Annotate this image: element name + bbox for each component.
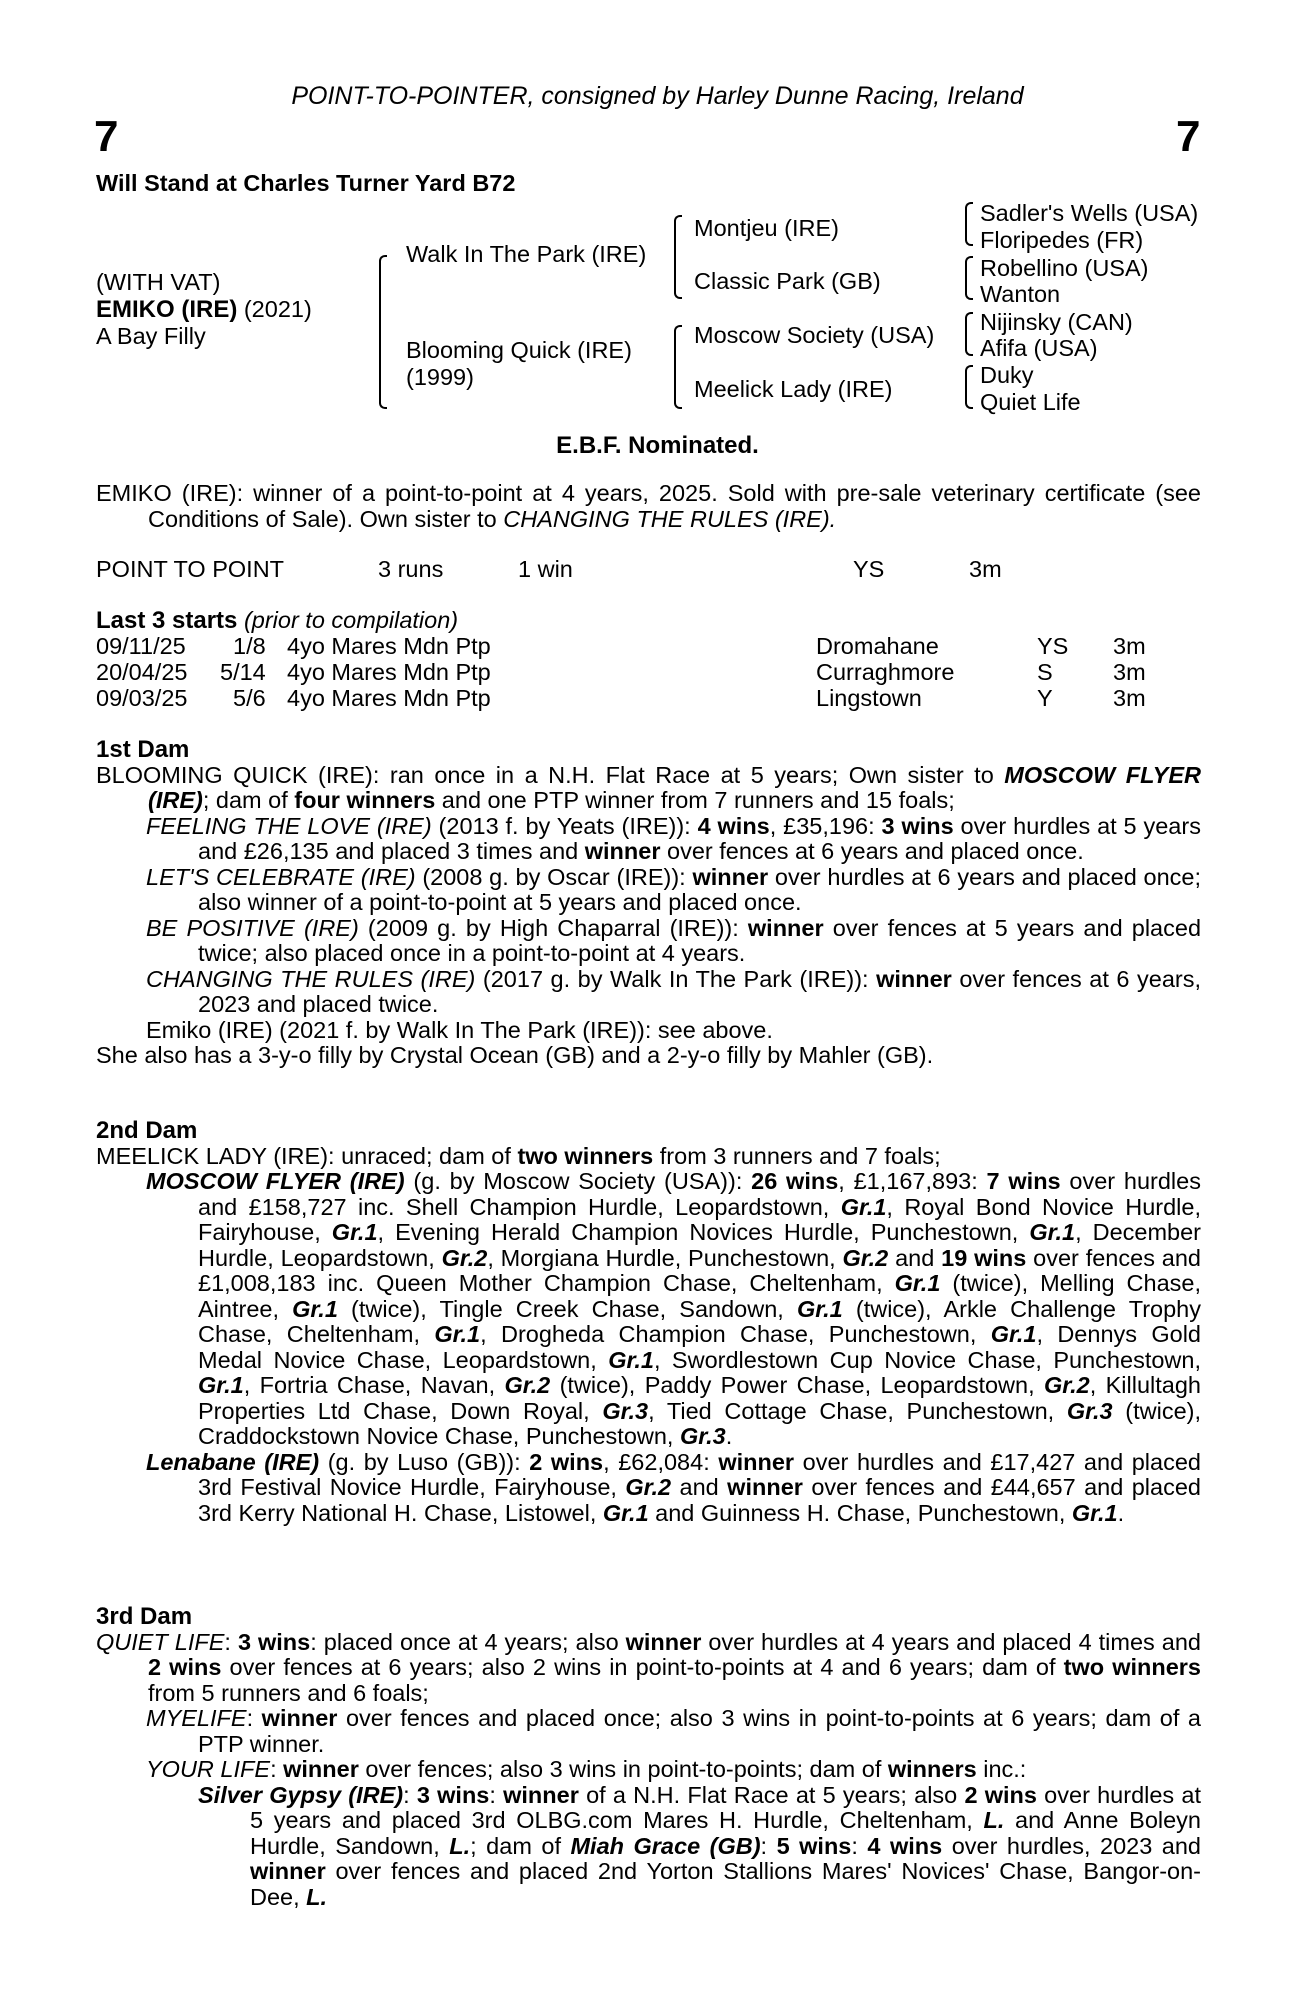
last-starts-note: (prior to compilation) [243, 607, 459, 633]
third-dam-p1 [96, 1630, 1201, 1707]
pedigree-sds: Robellino (USA) [980, 255, 1149, 281]
text-segment: : [760, 1832, 777, 1859]
text-segment: : [224, 1628, 238, 1655]
text-segment: Gr.1 [840, 1193, 887, 1220]
pedigree-brace-sire [674, 215, 682, 299]
text-segment: Gr.2 [1044, 1372, 1090, 1398]
text-segment: , Dennys Gold Medal Novice Chase, Leopardstown, [198, 1321, 1201, 1373]
t: BE POSITIVE (IRE) [146, 914, 359, 941]
text-segment: Gr.2 [441, 1244, 488, 1271]
t: two winners [517, 1142, 654, 1169]
intro-paragraph [96, 481, 1201, 532]
text-segment: , Royal Bond Novice Hurdle, Fairyhouse, [198, 1193, 1201, 1245]
t: MEELICK LADY (IRE): unraced; dam of [96, 1142, 518, 1169]
text-segment: Gr.1 [1071, 1499, 1118, 1526]
t: over fences at 6 years, 2023 and placed twice. [198, 965, 1202, 1017]
text-segment: L. [449, 1832, 471, 1859]
first-dam-p2 [96, 814, 1201, 865]
text-segment: Miah Grace (GB) [570, 1832, 761, 1859]
page-header: POINT-TO-POINTER, consigned by Harley Dunne Racing, Ireland [291, 82, 1024, 110]
text-segment: over hurdles at 4 years and placed 4 times and [701, 1628, 1201, 1655]
pedigree-ddd: Quiet Life [980, 389, 1081, 415]
text-segment: MYELIFE [146, 1705, 247, 1731]
start-position: 5/6 [233, 685, 266, 711]
text-segment: : [851, 1832, 868, 1859]
first-dam-p5 [96, 967, 1201, 1018]
text-segment: (g. by Luso (GB)): [319, 1448, 530, 1475]
ptp-distance: 3m [969, 556, 1002, 582]
text-segment: and Anne Boleyn Hurdle, Sandown, [250, 1807, 1201, 1859]
text-segment: over fences and £1,008,183 inc. Queen Mother Champion Chase, Cheltenham, [198, 1244, 1201, 1296]
pedigree-sire: Walk In The Park (IRE) [406, 241, 647, 267]
pedigree-dsd: Afifa (USA) [980, 335, 1098, 361]
last-starts-heading [96, 608, 458, 634]
pedigree-brace-main [379, 255, 387, 409]
first-dam-p1 [96, 763, 1201, 814]
t: over fences at 6 years and placed once. [660, 838, 1084, 864]
start-position: 1/8 [233, 633, 266, 659]
text-segment: : [246, 1705, 262, 1731]
text-segment: (twice), Tingle Creek Chase, Sandown, [337, 1295, 797, 1322]
text-segment: 2 wins [964, 1781, 1037, 1808]
text-segment: L. [983, 1807, 1005, 1833]
text-segment: winner [261, 1705, 338, 1731]
text-segment: . [1117, 1499, 1125, 1526]
text-segment: over hurdles and £158,727 inc. Shell Champion Hurdle, Leopardstown, [198, 1168, 1201, 1220]
text-segment: , Swordlestown Cup Novice Chase, Punchestown, [653, 1346, 1201, 1373]
text-segment: Gr.1 [434, 1321, 481, 1347]
text-segment: Gr.3 [680, 1423, 726, 1449]
text-segment: Gr.1 [198, 1372, 244, 1398]
t: FEELING THE LOVE (IRE) [146, 812, 432, 839]
pedigree-dam: Blooming Quick (IRE) [406, 337, 632, 363]
text-segment: Gr.3 [602, 1397, 649, 1424]
text-segment: : [489, 1781, 504, 1808]
pedigree-brace-dd [965, 365, 973, 409]
text-segment: Gr.1 [331, 1219, 378, 1245]
text-segment: 5 wins [776, 1832, 852, 1859]
t: MOSCOW FLYER (IRE) [148, 761, 1201, 813]
vat-note: (WITH VAT) [96, 269, 221, 295]
t: CHANGING THE RULES (IRE) [146, 965, 476, 992]
ptp-runs: 3 runs [378, 556, 444, 582]
text-segment: 7 wins [986, 1168, 1061, 1194]
text-segment: winner [727, 1474, 803, 1500]
text-segment: Lenabane (IRE) [146, 1448, 320, 1475]
pedigree-ssd: Floripedes (FR) [980, 227, 1144, 253]
text-segment: over hurdles at 5 years and placed 3rd OLBG.com Mares H. Hurdle, Cheltenham, [250, 1781, 1201, 1833]
pedigree-sss: Sadler's Wells (USA) [980, 200, 1199, 226]
start-date: 20/04/25 [96, 659, 188, 685]
text-segment: Gr.1 [990, 1321, 1037, 1347]
ptp-going: YS [853, 556, 885, 582]
ptp-label: POINT TO POINT [96, 556, 285, 582]
t: over fences at 5 years and placed twice; also placed once in a point-to-point at 4 years. [198, 914, 1202, 966]
first-dam-p3 [96, 865, 1201, 916]
text-segment: 4 wins [867, 1832, 943, 1859]
text-segment: over fences; also 3 wins in point-to-points; dam of [358, 1756, 888, 1782]
text-segment: (twice), Arkle Challenge Trophy Chase, Cheltenham, [198, 1295, 1201, 1347]
text-segment: 26 wins [751, 1168, 839, 1194]
text-segment: Gr.1 [602, 1499, 649, 1526]
text-segment: YOUR LIFE [146, 1756, 271, 1782]
start-distance: 3m [1113, 659, 1146, 685]
text-segment: and [888, 1244, 942, 1271]
first-dam-heading: 1st Dam [96, 736, 190, 763]
first-dam-p6: Emiko (IRE) (2021 f. by Walk In The Park (IRE)): see above. [146, 1016, 773, 1043]
second-dam-p1 [96, 1144, 1201, 1170]
text-segment: L. [306, 1883, 328, 1910]
t: , £35,196: [769, 812, 882, 839]
intro-section [96, 481, 1201, 532]
pedigree-dds: Duky [980, 362, 1034, 388]
pedigree-sire-dam: Classic Park (GB) [694, 268, 881, 294]
text-segment: over hurdles and £17,427 and placed 3rd Festival Novice Hurdle, Fairyhouse, [198, 1448, 1201, 1500]
pedigree-dam-year: (1999) [406, 364, 474, 390]
text-segment: over hurdles, 2023 and [942, 1832, 1201, 1859]
text-segment: over fences at 6 years; also 2 wins in point-to-points at 4 and 6 years; dam of [221, 1654, 1064, 1680]
text-segment: 3 wins [416, 1781, 490, 1808]
text-segment: from 5 runners and 6 foals; [148, 1679, 429, 1706]
second-dam-section [96, 1118, 1201, 1526]
t: over hurdles at 6 years and placed once; also winner of a point-to-point at 5 years and placed once. [198, 863, 1201, 915]
t: winner [876, 965, 952, 992]
text-segment: , Tied Cottage Chase, Punchestown, [648, 1397, 1067, 1424]
t: ; dam of [202, 787, 295, 813]
first-dam-section [96, 737, 1201, 1069]
text-segment: , £1,167,893: [838, 1168, 987, 1194]
pedigree-dam-sire: Moscow Society (USA) [694, 322, 935, 348]
text-segment: over fences and placed 2nd Yorton Stallions Mares' Novices' Chase, Bangor-on-Dee, [250, 1858, 1201, 1910]
start-going: YS [1037, 633, 1069, 659]
text-segment: , Morgiana Hurdle, Punchestown, [487, 1244, 843, 1271]
ebf-nominated: E.B.F. Nominated. [556, 432, 759, 459]
t: LET'S CELEBRATE (IRE) [146, 863, 416, 890]
lot-number-right: 7 [1176, 112, 1201, 161]
intro-text: EMIKO (IRE): winner of a point-to-point at 4 years, 2025. Sold with pre-sale veterinary certificate (see Conditions of Sale). Own sister to [96, 480, 1201, 532]
text-segment: , £62,084: [603, 1448, 719, 1475]
t: winner [692, 863, 769, 890]
text-segment: : [270, 1756, 284, 1782]
t: (2017 g. by Walk In The Park (IRE)): [475, 965, 877, 992]
start-date: 09/03/25 [96, 685, 188, 711]
t: over hurdles at 5 years and £26,135 and placed 3 times and [198, 812, 1201, 864]
start-race: 4yo Mares Mdn Ptp [287, 685, 491, 711]
t: and one PTP winner from 7 runners and 15 foals; [435, 787, 955, 813]
text-segment: 2 wins [529, 1448, 604, 1475]
t: 4 wins [697, 812, 770, 839]
text-segment: (twice), Craddockstown Novice Chase, Punchestown, [198, 1397, 1201, 1449]
text-segment: two winners [1063, 1654, 1201, 1680]
text-segment: inc.: [976, 1756, 1027, 1782]
text-segment: winner [283, 1756, 359, 1782]
text-segment: winner [718, 1448, 795, 1475]
start-race: 4yo Mares Mdn Ptp [287, 659, 491, 685]
text-segment: over fences and placed once; also 3 wins in point-to-points at 6 years; dam of a PTP winner. [198, 1705, 1201, 1757]
t: winner [584, 838, 661, 864]
ptp-wins: 1 win [518, 556, 573, 582]
text-segment: 19 wins [941, 1244, 1027, 1271]
start-going: Y [1037, 685, 1053, 711]
text-segment: winner [503, 1781, 579, 1808]
text-segment: , Drogheda Champion Chase, Punchestown, [480, 1321, 991, 1347]
text-segment: over fences and £44,657 and placed 3rd Kerry National H. Chase, Listowel, [198, 1474, 1201, 1526]
text-segment: ; dam of [470, 1832, 571, 1859]
text-segment: , Fortria Chase, Navan, [243, 1372, 505, 1398]
text-segment: Gr.2 [625, 1474, 672, 1500]
second-dam-p3 [96, 1450, 1201, 1527]
pedigree-brace-sd [965, 256, 973, 300]
start-course: Curraghmore [816, 659, 955, 685]
text-segment: : placed once at 4 years; also [310, 1628, 626, 1655]
pedigree-brace-ss [965, 202, 973, 246]
text-segment: , December Hurdle, Leopardstown, [198, 1219, 1201, 1271]
t: (2009 g. by High Chaparral (IRE)): [358, 914, 748, 941]
text-segment: : [403, 1781, 417, 1808]
last-starts-title: Last 3 starts [96, 607, 238, 634]
start-distance: 3m [1113, 685, 1146, 711]
third-dam-p2 [96, 1706, 1201, 1757]
text-segment: Gr.1 [608, 1346, 654, 1373]
start-distance: 3m [1113, 633, 1146, 659]
start-race: 4yo Mares Mdn Ptp [287, 633, 491, 659]
start-course: Lingstown [816, 685, 922, 711]
t: (2008 g. by Oscar (IRE)): [415, 863, 693, 890]
text-segment: and Guinness H. Chase, Punchestown, [648, 1499, 1072, 1526]
text-segment: and [671, 1474, 728, 1500]
text-segment: MOSCOW FLYER (IRE) [146, 1168, 405, 1194]
text-segment: , Killultagh Properties Ltd Chase, Down Royal, [198, 1372, 1201, 1424]
lot-number-left: 7 [94, 112, 119, 161]
text-segment: Gr.2 [504, 1372, 551, 1398]
t: BLOOMING QUICK (IRE): ran once in a N.H. Flat Race at 5 years; Own sister to [96, 761, 1005, 788]
t: from 3 runners and 7 foals; [653, 1142, 941, 1169]
second-dam-heading: 2nd Dam [96, 1117, 198, 1144]
text-segment: of a N.H. Flat Race at 5 years; also [578, 1781, 965, 1808]
horse-description: A Bay Filly [96, 323, 206, 349]
start-course: Dromahane [816, 633, 939, 659]
horse-name: EMIKO (IRE) [96, 296, 238, 323]
horse-title [96, 296, 312, 323]
start-date: 09/11/25 [96, 633, 186, 659]
third-dam-p3 [96, 1757, 1201, 1783]
text-segment: Gr.1 [796, 1295, 843, 1322]
horse-year: (2021) [243, 296, 312, 322]
pedigree-sdd: Wanton [980, 281, 1061, 307]
stand-location: Will Stand at Charles Turner Yard B72 [96, 170, 516, 196]
text-segment: Gr.1 [894, 1270, 941, 1296]
text-segment: winner [625, 1628, 702, 1655]
third-dam-section [96, 1604, 1201, 1910]
t: winner [747, 914, 824, 941]
pedigree-sire-sire: Montjeu (IRE) [694, 215, 839, 241]
text-segment: (twice), Paddy Power Chase, Leopardstown, [550, 1372, 1044, 1398]
intro-sister: CHANGING THE RULES (IRE). [503, 505, 837, 532]
third-dam-p4 [96, 1783, 1201, 1911]
pedigree-brace-dam [674, 325, 682, 409]
text-segment: QUIET LIFE [96, 1628, 225, 1655]
text-segment: Gr.3 [1066, 1397, 1113, 1424]
text-segment: Gr.2 [842, 1244, 889, 1271]
text-segment: winners [887, 1756, 977, 1782]
text-segment: . [725, 1423, 733, 1449]
text-segment: Silver Gypsy (IRE) [198, 1781, 404, 1808]
pedigree-dss: Nijinsky (CAN) [980, 309, 1133, 335]
first-dam-p7: She also has a 3-y-o filly by Crystal Ocean (GB) and a 2-y-o filly by Mahler (GB). [96, 1042, 934, 1068]
pedigree-dam-dam: Meelick Lady (IRE) [694, 376, 893, 402]
second-dam-p2 [96, 1169, 1201, 1450]
text-segment: Gr.1 [1029, 1219, 1076, 1245]
t: four winners [294, 787, 436, 813]
first-dam-p4 [96, 916, 1201, 967]
text-segment: (g. by Moscow Society (USA)): [404, 1168, 752, 1194]
t: (2013 f. by Yeats (IRE)): [431, 812, 698, 839]
text-segment: winner [250, 1858, 326, 1884]
start-position: 5/14 [220, 659, 266, 685]
third-dam-heading: 3rd Dam [96, 1603, 193, 1630]
text-segment: 3 wins [237, 1628, 311, 1655]
text-segment: , Evening Herald Champion Novices Hurdle, Punchestown, [377, 1219, 1030, 1245]
t: 3 wins [881, 812, 954, 839]
text-segment: (twice), Melling Chase, Aintree, [198, 1270, 1201, 1322]
pedigree-brace-ds [965, 312, 973, 356]
start-going: S [1037, 659, 1053, 685]
text-segment: 2 wins [148, 1654, 222, 1680]
text-segment: Gr.1 [292, 1295, 338, 1322]
